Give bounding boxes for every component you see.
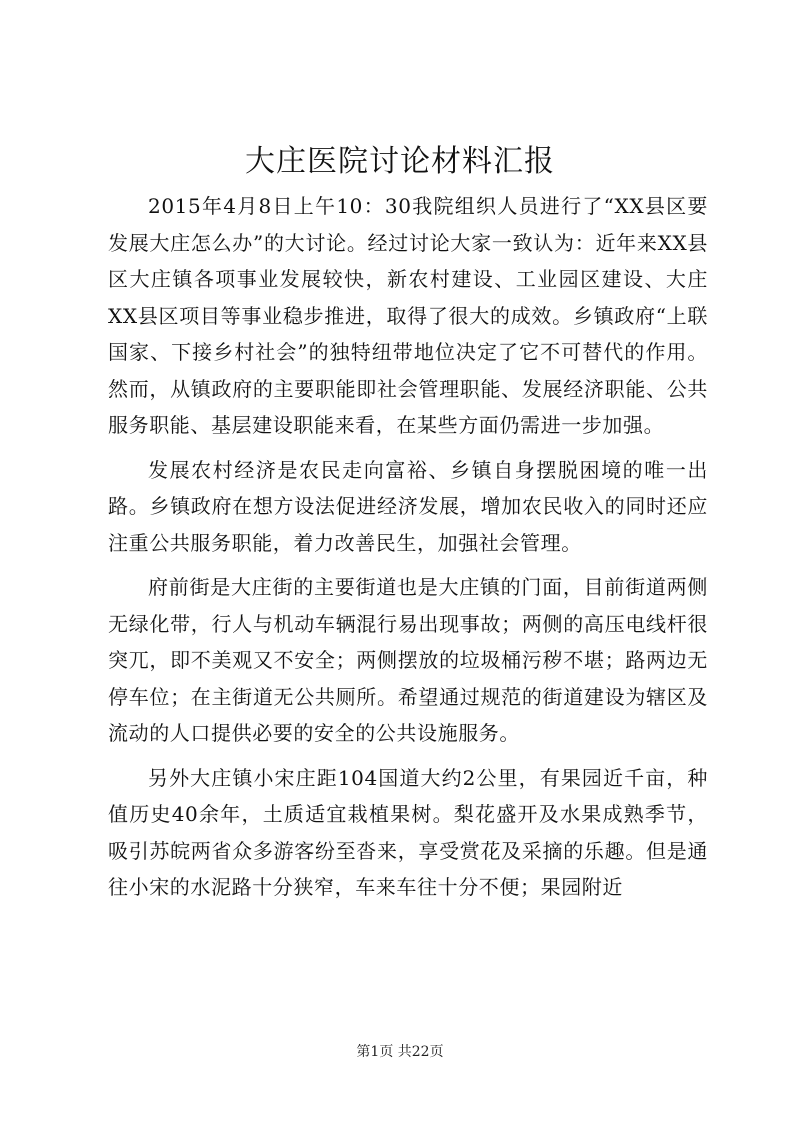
paragraph-3: 府前街是大庄街的主要街道也是大庄镇的门面，目前街道两侧无绿化带，行人与机动车辆混行易出现事故；两侧的高压电线杆很突兀，即不美观又不安全；两侧摆放的垃圾桶污秽不堪；路两边无停车位；在主街道无公共厕所。希望通过规范的街道建设为辖区及流动的人口提供必要的安全的公共设施服务。 (108, 575, 708, 745)
paragraph-1: 2015年4月8日上午10：30我院组织人员进行了“XX县区要发展大庄怎么办”的大讨论。经过讨论大家一致认为：近年来XX县区大庄镇各项事业发展较快，新农村建设、工业园区建设、大庄XX县区项目等事业稳步推进，取得了很大的成效。乡镇政府“上联国家、下接乡村社会”的独特纽带地位决定了它不可替代的作用。然而，从镇政府的主要职能即社会管理职能、发展经济职能、公共服务职能、基层建设职能来看，在某些方面仍需进一步加强。 (108, 194, 708, 437)
page-number-footer: 第1页 共22页 (356, 1044, 444, 1060)
paragraph-2: 发展农村经济是农民走向富裕、乡镇自身摆脱困境的唯一出路。乡镇政府在想方设法促进经济发展，增加农民收入的同时还应注重公共服务职能，着力改善民生，加强社会管理。 (108, 457, 708, 555)
document-title: 大庄医院讨论材料汇报 (245, 144, 555, 179)
document-body (108, 188, 708, 906)
paragraph-4: 另外大庄镇小宋庄距104国道大约2公里，有果园近千亩，种值历史40余年，土质适宜栽植果树。梨花盛开及水果成熟季节，吸引苏皖两省众多游客纷至沓来，享受赏花及采摘的乐趣。但是通往小宋的水泥路十分狭窄，车来车往十分不便；果园附近 (108, 765, 708, 899)
